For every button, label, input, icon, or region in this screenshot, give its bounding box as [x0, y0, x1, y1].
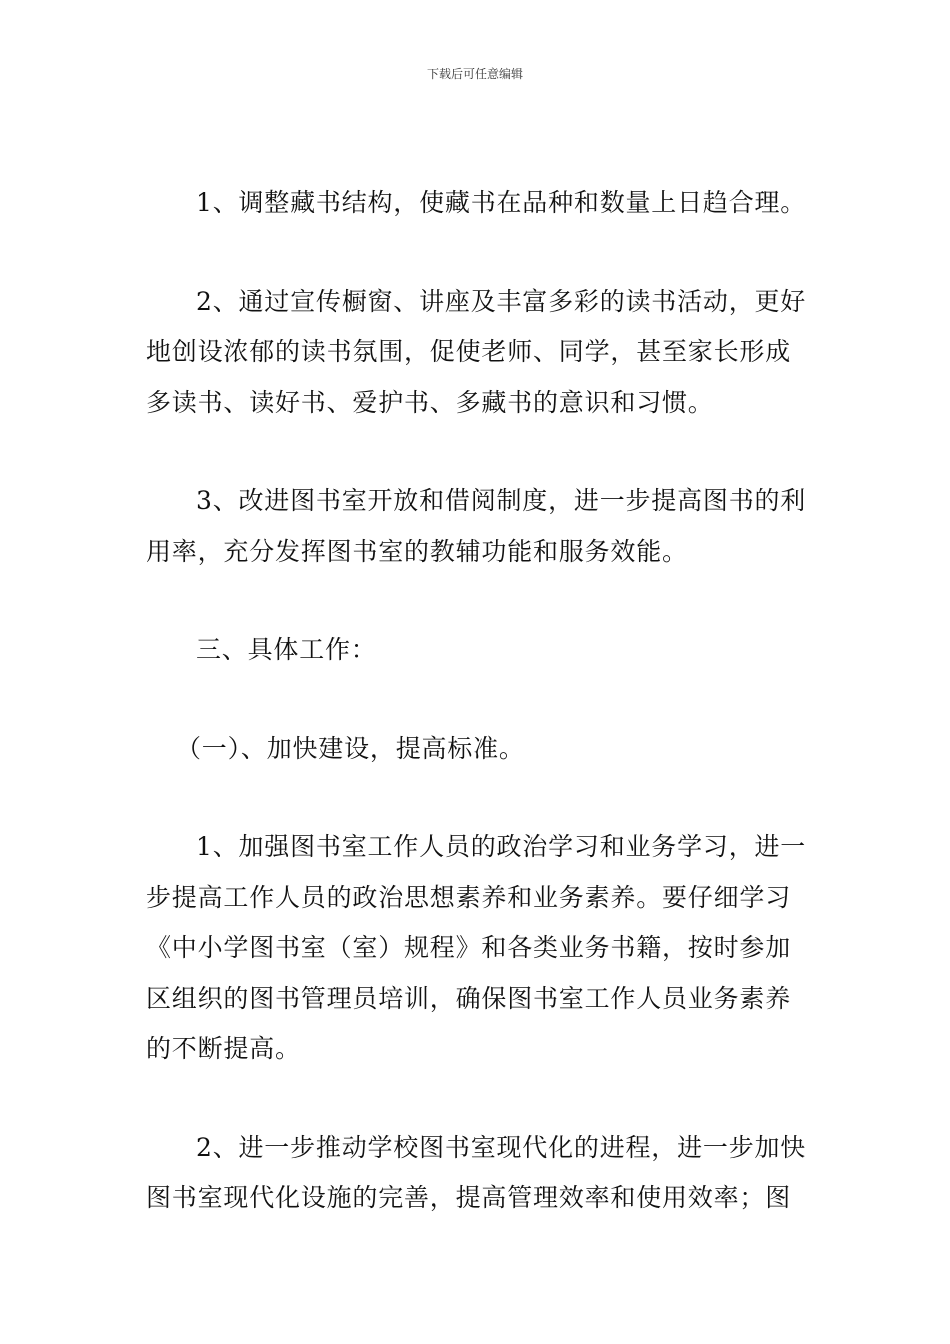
paragraph-5 — [146, 1123, 806, 1224]
paragraph-4-line-5: 的不断提高。 — [146, 1034, 301, 1063]
paragraph-3-line-2: 用率，充分发挥图书室的教辅功能和服务效能。 — [146, 536, 688, 566]
document-body — [146, 178, 806, 1224]
paragraph-2 — [146, 277, 806, 429]
subsection-heading — [146, 724, 806, 775]
paragraph-3 — [146, 476, 806, 577]
section-heading-text: 三、具体工作： — [196, 635, 377, 664]
paragraph-5-line-2: 图书室现代化设施的完善，提高管理效率和使用效率；图 — [146, 1183, 792, 1212]
paragraph-2-line-1: 2、通过宣传橱窗、讲座及丰富多彩的读书活动，更好 — [196, 286, 807, 316]
paragraph-4-line-1: 1、加强图书室工作人员的政治学习和业务学习，进一 — [196, 832, 807, 861]
paragraph-1-line-1: 1、调整藏书结构，使藏书在品种和数量上日趋合理。 — [196, 188, 807, 217]
subsection-heading-text: （一）、加快建设，提高标准。 — [176, 733, 525, 763]
paragraph-4 — [146, 822, 806, 1075]
page-header-note: 下载后可任意编辑 — [426, 67, 523, 81]
paragraph-5-line-1: 2、进一步推动学校图书室现代化的进程，进一步加快 — [196, 1132, 807, 1162]
section-heading — [146, 625, 806, 676]
paragraph-1 — [146, 178, 806, 229]
paragraph-2-line-2: 地创设浓郁的读书氛围，促使老师、同学，甚至家长形成 — [146, 337, 792, 366]
paragraph-4-line-3: 《中小学图书室（室）规程》和各类业务书籍，按时参加 — [146, 933, 792, 962]
paragraph-3-line-1: 3、改进图书室开放和借阅制度，进一步提高图书的利 — [196, 486, 807, 515]
paragraph-4-line-4: 区组织的图书管理员培训，确保图书室工作人员业务素养 — [146, 983, 792, 1013]
paragraph-2-line-3: 多读书、读好书、爱护书、多藏书的意识和习惯。 — [146, 387, 714, 417]
paragraph-4-line-2: 步提高工作人员的政治思想素养和业务素养。要仔细学习 — [146, 882, 792, 912]
